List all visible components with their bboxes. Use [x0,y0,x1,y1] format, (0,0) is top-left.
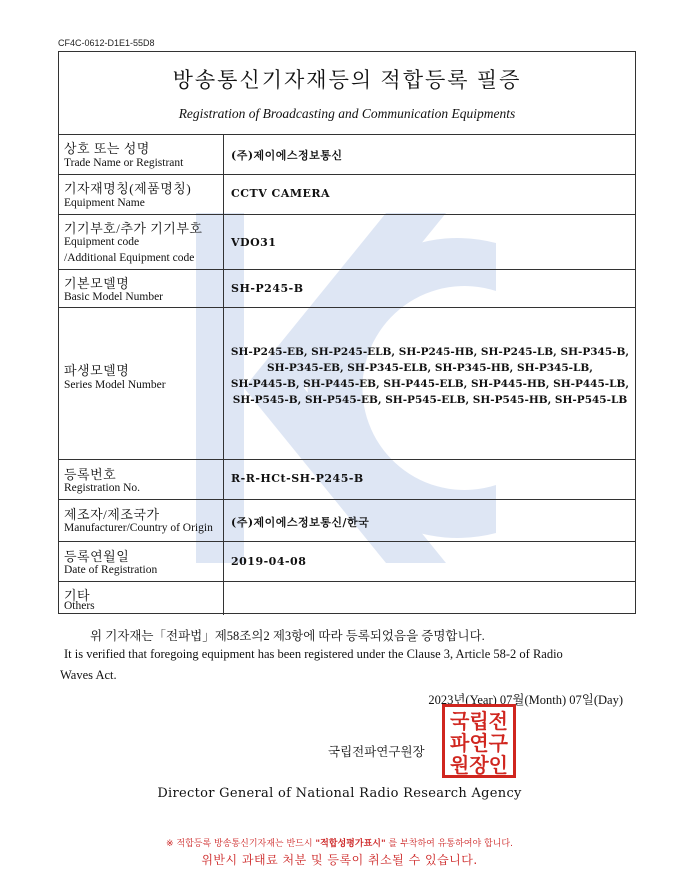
certificate-table [58,51,636,614]
label-english: Basic Model Number [64,291,164,303]
row-label [64,582,224,615]
registration-date-value: 2019-04-08 [231,555,307,568]
title-english: Registration of Broadcasting and Communication Equipments [178,106,516,121]
registration-number-value: R-R-HCt-SH-P245-B [231,472,364,485]
row-label [64,215,224,269]
label-english: Equipment code [64,236,140,248]
row-equipment-name [59,175,635,215]
trade-name-value: (주)제이에스정보통신 [231,149,343,162]
label-korean: 제조자/제조국가 [64,507,160,522]
title-korean: 방송통신기자재등의 적합등록 필증 [172,68,522,92]
row-label [64,460,224,499]
row-label [64,175,224,214]
document-code: CF4C-0612-D1E1-55D8 [58,38,155,48]
notice-line-1 [0,836,679,849]
row-label [64,308,224,459]
label-english: Trade Name or Registrant [64,157,184,169]
label-korean: 기기부호/추가 기기부호 [64,221,203,236]
svg-text:파연구: 파연구 [450,731,508,755]
row-series-models [59,308,635,460]
notice-text: ※ 적합등록 방송통신기자재는 반드시 [166,839,316,849]
equipment-name-value: CCTV CAMERA [231,187,331,200]
equipment-code-value: VDO31 [231,236,277,249]
series-model-line: SH-P445-B, SH-P445-EB, SH-P445-ELB, SH-P445-HB, SH-P445-LB, [230,378,630,390]
row-label [64,135,224,174]
row-trade-name [59,135,635,175]
svg-text:원장인: 원장인 [450,753,508,777]
label-korean: 기타 [64,588,91,603]
notice-emphasis: "적합성평가표시" [315,839,386,849]
label-english: Others [64,600,95,612]
label-english-continued: /Additional Equipment code [64,252,195,264]
row-registration-number [59,460,635,500]
label-english: Series Model Number [64,379,166,391]
director-title-english: Director General of National Radio Research Agency [157,786,522,801]
label-english: Manufacturer/Country of Origin [64,522,213,534]
row-manufacturer [59,500,635,542]
statement-english: It is verified that foregoing equipment has been registered under the Clause 3, Article 58-2 of Radio [64,647,563,661]
row-equipment-code [59,215,635,270]
label-korean: 기본모델명 [64,276,130,291]
label-korean: 등록번호 [64,467,117,482]
statement-korean: 위 기자재는「전파법」제58조의2 제3항에 따라 등록되었음을 증명합니다. [90,629,485,643]
label-english: Date of Registration [64,564,158,576]
label-korean: 상호 또는 성명 [64,141,150,156]
issue-date: 2023년(Year) 07월(Month) 07일(Day) [428,693,623,707]
row-basic-model [59,270,635,308]
notice-text: 를 부착하여 유통하여야 합니다. [385,839,513,849]
series-model-line: SH-P545-B, SH-P545-EB, SH-P545-ELB, SH-P545-HB, SH-P545-LB [232,394,628,406]
manufacturer-value: (주)제이에스정보통신/한국 [231,516,370,529]
row-label [64,542,224,581]
svg-text:국립전: 국립전 [450,709,508,733]
label-korean: 파생모델명 [64,363,130,378]
series-model-list [229,344,631,408]
basic-model-value: SH-P245-B [231,282,304,295]
official-seal [442,704,516,778]
row-label [64,500,224,541]
director-title-korean: 국립전파연구원장 [328,745,425,759]
notice-line-2: 위반시 과태료 처분 및 등록이 취소될 수 있습니다. [201,853,478,867]
label-korean: 등록연월일 [64,549,130,564]
title-block [59,52,635,135]
row-label [64,270,224,307]
row-others [59,582,635,615]
label-english: Registration No. [64,482,141,494]
row-registration-date [59,542,635,582]
label-english: Equipment Name [64,197,145,209]
label-korean: 기자재명칭(제품명칭) [64,181,192,196]
series-model-line: SH-P245-EB, SH-P245-ELB, SH-P245-HB, SH-P245-LB, SH-P345-B, [230,346,630,358]
series-model-line: SH-P345-EB, SH-P345-ELB, SH-P345-HB, SH-P345-LB, [267,362,593,374]
statement-english-continued: Waves Act. [60,668,117,682]
